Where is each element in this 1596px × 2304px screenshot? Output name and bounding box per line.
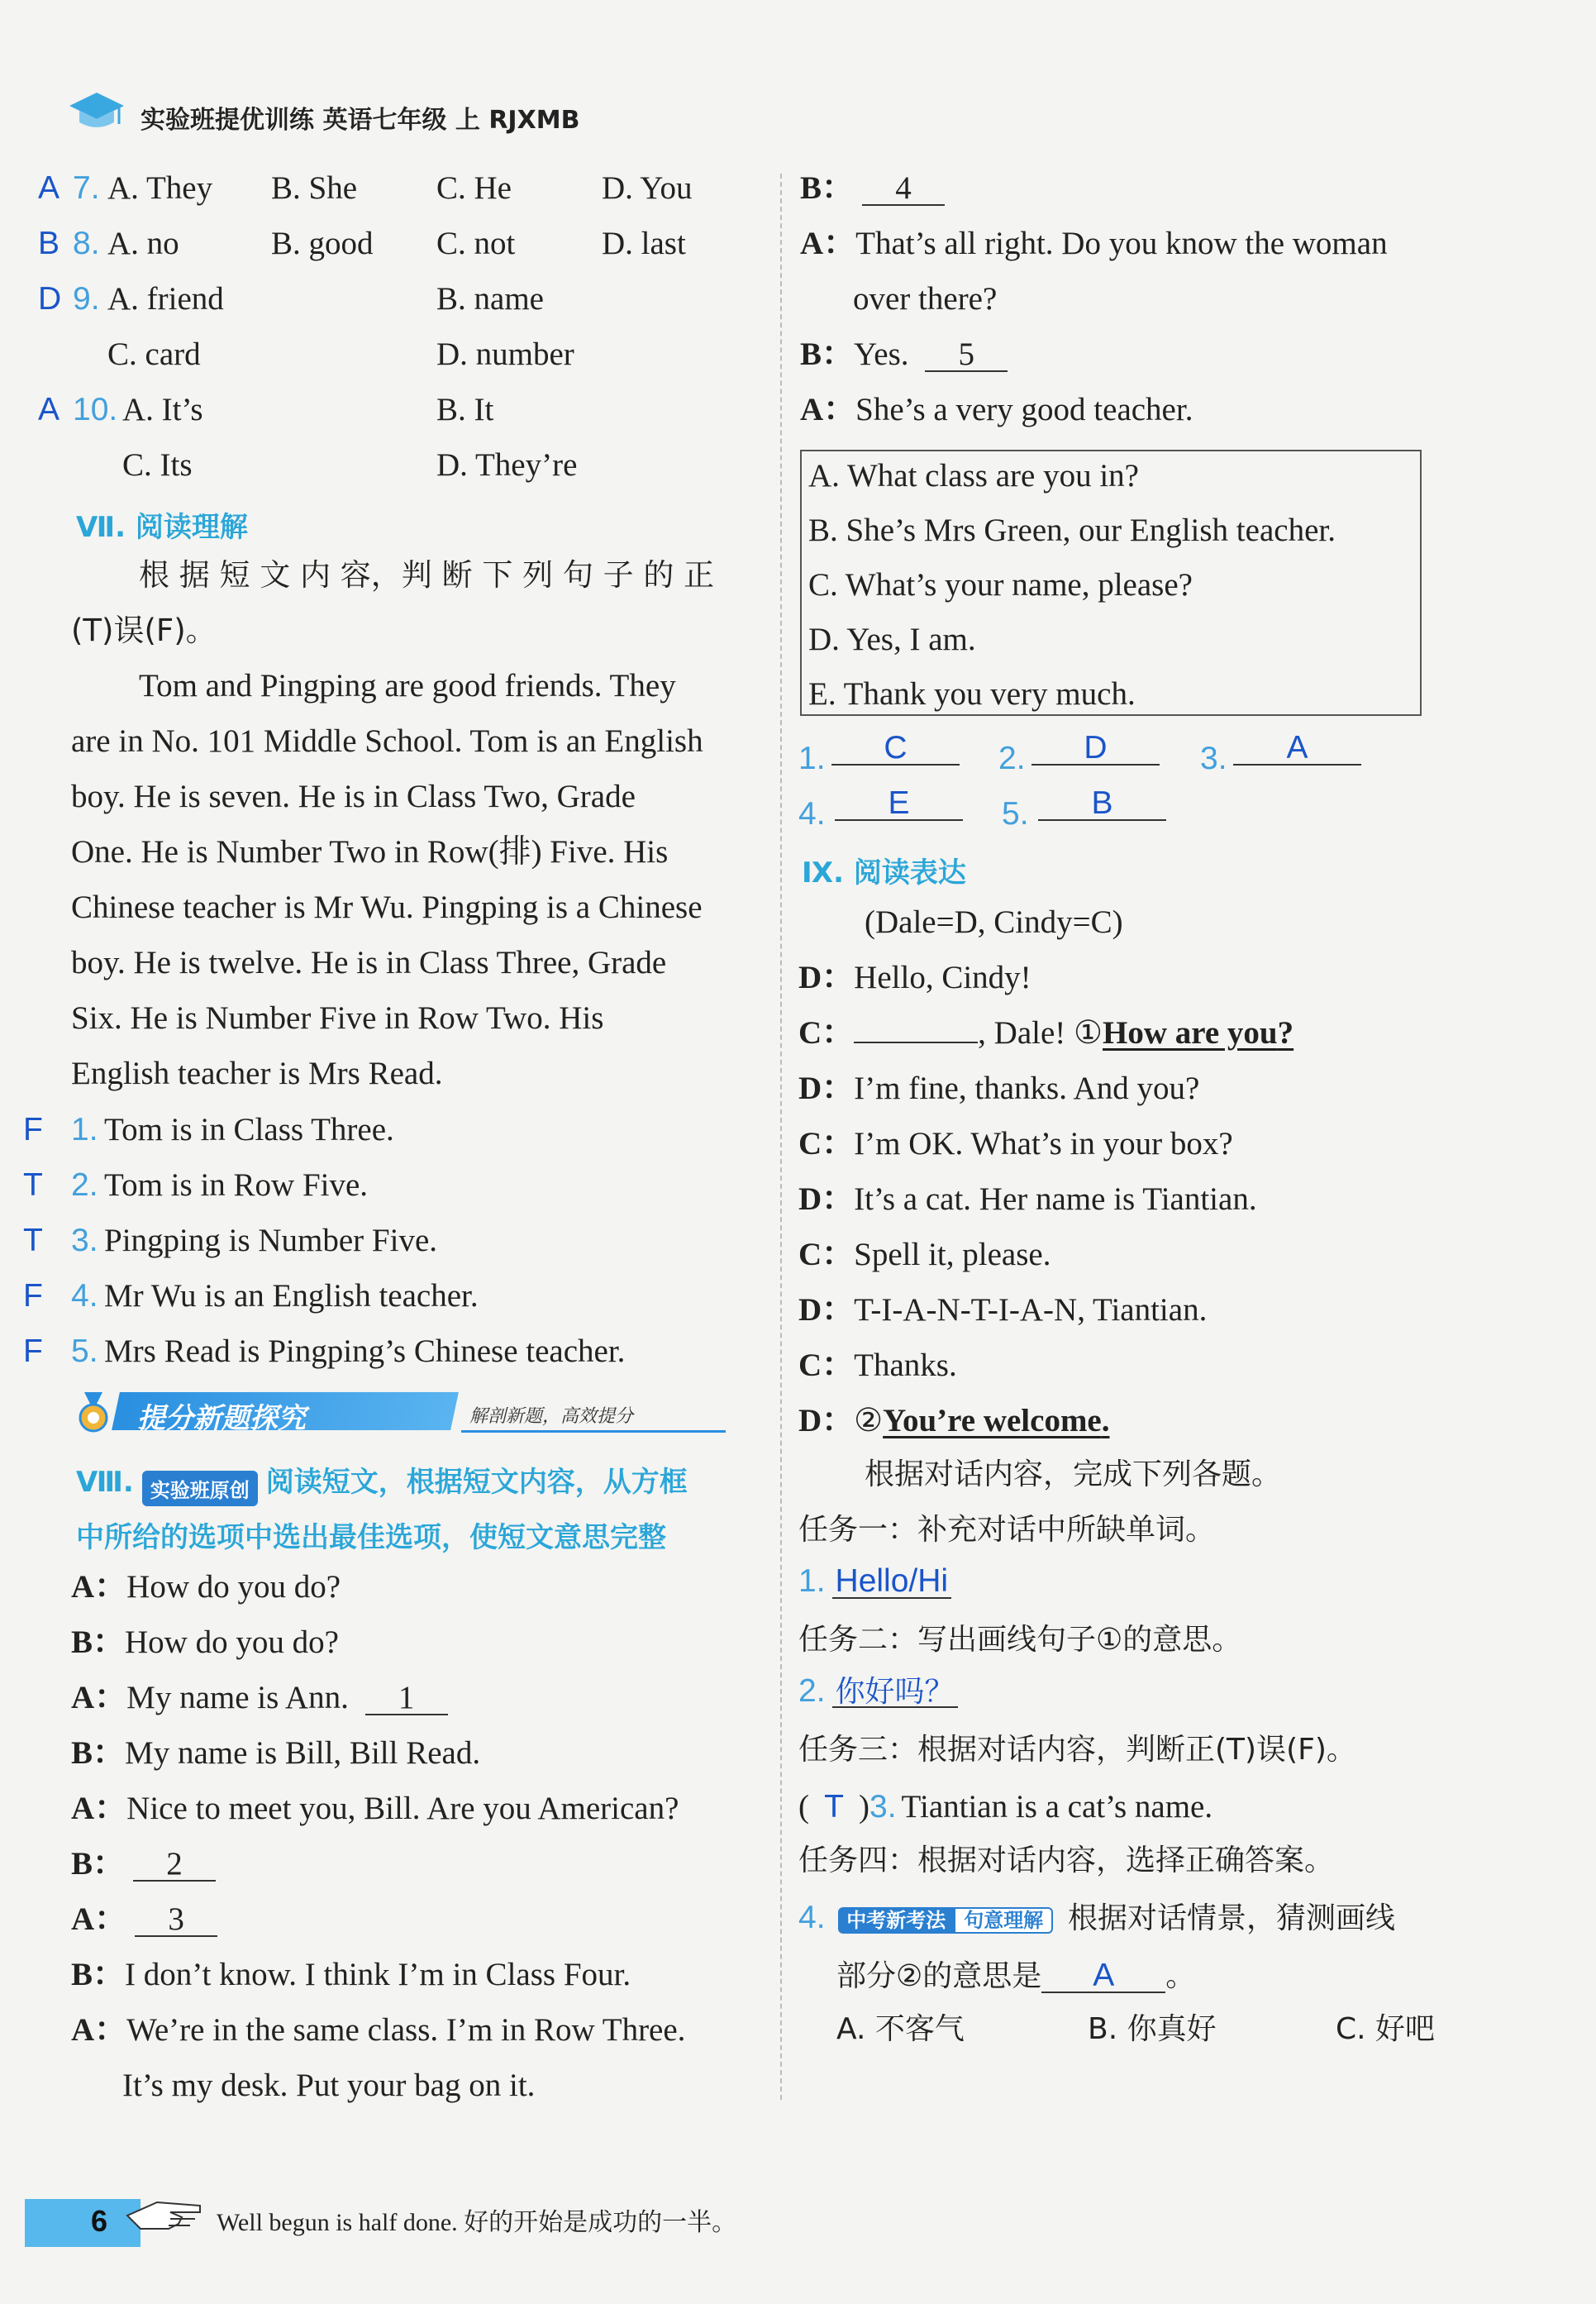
passage-line: Tom and Pingping are good friends. They — [139, 668, 676, 704]
question-number: 10. — [73, 392, 118, 427]
answer: B — [38, 226, 60, 261]
answer-number: 2. — [798, 1673, 826, 1709]
dialog-line — [800, 227, 1388, 260]
speaker: C： — [798, 1126, 855, 1162]
dialog-line — [798, 1128, 1233, 1160]
medal-icon — [73, 1391, 114, 1433]
option-d: D. You — [602, 170, 693, 206]
dialog-line — [798, 1072, 1199, 1104]
underlined-sentence-2: You’re welcome — [883, 1403, 1102, 1438]
page-number: 6 — [91, 2204, 108, 2238]
answer-number: 2. — [998, 741, 1026, 776]
answer-number: 3. — [1200, 741, 1227, 776]
section-8-instruction: 阅读短文，根据短文内容，从方框 — [265, 1466, 688, 1499]
tasks-instruction: 根据对话内容，完成下列各题。 — [865, 1457, 1282, 1491]
dialog-line — [71, 1958, 631, 1991]
option-c: C. card — [107, 336, 201, 372]
option-d: D. last — [602, 226, 686, 261]
dialog-line — [71, 1626, 339, 1658]
option-c: C. not — [436, 226, 516, 261]
option-b: B. She — [271, 170, 358, 206]
option-box-item: B. She’s Mrs Green, our English teacher. — [808, 513, 1336, 548]
statement: Tiantian is a cat’s name. — [901, 1789, 1213, 1825]
utterance: That’s all right. Do you know the woman — [855, 226, 1388, 261]
option-c: C. He — [436, 170, 512, 206]
dialog-line — [800, 338, 1008, 372]
bracket-open: ( — [798, 1789, 809, 1825]
tf-number: 4. — [71, 1278, 98, 1314]
task-2-answer — [798, 1675, 958, 1708]
passage-line: One. He is Number Two in Row(排) Five. His — [71, 834, 669, 870]
speaker: C： — [798, 1015, 855, 1051]
option-b: B. name — [436, 281, 544, 317]
utterance: It’s my desk. Put your bag on it. — [122, 2068, 536, 2103]
circled-2: ② — [854, 1403, 884, 1438]
dialog-line — [71, 1848, 216, 1882]
speaker: D： — [798, 1071, 855, 1106]
passage-line: boy. He is seven. He is in Class Two, Grade — [71, 779, 636, 814]
blank-4: 4 — [862, 172, 945, 206]
speaker: A： — [800, 226, 856, 261]
passage-line: Chinese teacher is Mr Wu. Pingping is a Chinese — [71, 890, 703, 925]
tf-answer: T — [23, 1167, 43, 1203]
dialog-line — [798, 1017, 1293, 1049]
dialog-line — [798, 1294, 1207, 1326]
tf-answer: T — [23, 1223, 43, 1258]
section-8-instruction-cont: 中所给的选项中选出最佳选项，使短文意思完整 — [76, 1521, 666, 1554]
option-a: A. It’s — [122, 392, 203, 427]
option-b: B. good — [271, 226, 374, 261]
option-a: A. no — [107, 226, 179, 261]
original-tag: 实验班原创 — [142, 1471, 258, 1506]
option-box-item: A. What class are you in? — [808, 458, 1139, 494]
question-number: 7. — [73, 170, 100, 206]
dialog-line — [798, 1183, 1257, 1215]
dialog-line — [798, 1238, 1051, 1271]
utterance: How do you do? — [125, 1624, 339, 1660]
dialog-line — [71, 1792, 679, 1825]
utterance: I’m fine, thanks. And you? — [854, 1071, 1200, 1106]
header-title: 实验班提优训练 英语七年级 上 RJXMB — [141, 106, 580, 135]
utterance: Nice to meet you, Bill. Are you American? — [126, 1791, 679, 1826]
speaker: A： — [71, 1569, 127, 1605]
answer-number: 3. — [869, 1789, 897, 1825]
section-8-header — [76, 1459, 688, 1506]
speaker: A： — [71, 1680, 127, 1715]
section-8-number: Ⅷ. — [76, 1466, 134, 1499]
tf-statement: Mr Wu is an English teacher. — [104, 1278, 479, 1314]
tf-number: 5. — [71, 1333, 98, 1369]
dialog-line — [71, 2014, 685, 2046]
task-1-answer — [798, 1565, 951, 1599]
type-tag: 句意理解 — [954, 1907, 1053, 1934]
answer-number: 4. — [798, 796, 826, 832]
tf-number: 1. — [71, 1112, 98, 1147]
speaker: D： — [798, 1403, 855, 1438]
option-d: D. They’re — [436, 447, 578, 483]
task-3-item — [798, 1791, 1212, 1823]
tf-answer: F — [23, 1333, 43, 1369]
options-box — [800, 450, 1422, 716]
utterance: My name is Ann. — [126, 1680, 349, 1715]
column-divider — [780, 174, 782, 2100]
passage-line: English teacher is Mrs Read. — [71, 1056, 443, 1091]
page-number-tab — [25, 2199, 141, 2247]
answer-number: 1. — [798, 741, 826, 776]
section-7-instruction-cont: (T)误(F)。 — [71, 613, 217, 648]
answer-blank: 你好吗？ — [832, 1677, 958, 1708]
section-banner — [73, 1389, 726, 1435]
tf-answer: T — [824, 1789, 844, 1825]
option-a: A. They — [107, 170, 213, 206]
passage-line: Six. He is Number Five in Row Two. His — [71, 1000, 604, 1036]
speaker: B： — [71, 1735, 126, 1771]
choice-c: C. 好吧 — [1336, 2012, 1436, 2046]
speaker: A： — [71, 1791, 127, 1826]
answer: A — [38, 170, 60, 206]
option-box-item: E. Thank you very much. — [808, 676, 1136, 712]
question-text: 根据对话情景，猜测画线 — [1068, 1901, 1396, 1935]
answer: A — [38, 392, 60, 427]
blank-3: 3 — [135, 1903, 217, 1937]
utterance: How do you do? — [126, 1569, 341, 1605]
section-9-title: Ⅸ. 阅读表达 — [802, 856, 966, 890]
utterance: T-I-A-N-T-I-A-N, Tiantian. — [854, 1292, 1208, 1328]
dialog-line — [798, 1405, 1110, 1437]
utterance: I don’t know. I think I’m in Class Four. — [125, 1957, 631, 1992]
dialog-line — [800, 394, 1193, 426]
graduation-cap-icon — [68, 89, 126, 135]
speaker: A： — [71, 1901, 127, 1937]
task-1: 任务一：补充对话中所缺单词。 — [798, 1513, 1216, 1547]
option-box-item: D. Yes, I am. — [808, 622, 976, 657]
speaker: A： — [800, 392, 856, 427]
answer-number: 4. — [798, 1900, 826, 1935]
task-3: 任务三：根据对话内容，判断正(T)误(F)。 — [798, 1733, 1356, 1767]
utterance: My name is Bill, Bill Read. — [125, 1735, 481, 1771]
tf-statement: Mrs Read is Pingping’s Chinese teacher. — [104, 1333, 626, 1369]
speaker-key: (Dale=D, Cindy=C) — [865, 904, 1123, 940]
task-4: 任务四：根据对话内容，选择正确答案。 — [798, 1844, 1335, 1877]
blank-2: 2 — [133, 1848, 216, 1882]
task-2: 任务二：写出画线句子①的意思。 — [798, 1623, 1242, 1657]
utterance: Yes. — [854, 336, 909, 372]
answer-blank: Hello/Hi — [832, 1565, 952, 1599]
speaker: B： — [71, 1624, 126, 1660]
utterance: Hello, Cindy! — [854, 960, 1031, 995]
tf-statement: Pingping is Number Five. — [104, 1223, 438, 1258]
tf-answer: F — [23, 1278, 43, 1314]
option-d: D. number — [436, 336, 574, 372]
section-7-title: Ⅶ. 阅读理解 — [76, 511, 248, 544]
utterance: Spell it, please. — [854, 1237, 1051, 1272]
choice-b: B. 你真好 — [1088, 2012, 1217, 2046]
answer-blank: B — [1038, 787, 1166, 821]
tf-statement: Tom is in Class Three. — [104, 1112, 394, 1147]
passage-line: boy. He is twelve. He is in Class Three, Grade — [71, 945, 667, 980]
dialog-line — [71, 1737, 480, 1769]
speaker: D： — [798, 1181, 855, 1217]
blank-5: 5 — [925, 338, 1008, 372]
passage-line: are in No. 101 Middle School. Tom is an English — [71, 723, 703, 759]
speaker: C： — [798, 1348, 855, 1383]
answer-number: 1. — [798, 1563, 826, 1599]
dialog-line — [122, 2069, 535, 2101]
answer-blank: A — [1041, 1959, 1165, 1993]
punctuation: . — [1101, 1403, 1110, 1438]
dialog-line-cont: over there? — [853, 281, 998, 317]
utterance: I’m OK. What’s in your box? — [854, 1126, 1233, 1162]
blank-greeting — [854, 1042, 978, 1043]
speaker: D： — [798, 960, 855, 995]
question-number: 8. — [73, 226, 100, 261]
dialog-line — [798, 961, 1031, 994]
speaker: B： — [800, 170, 855, 206]
tf-number: 3. — [71, 1223, 98, 1258]
speaker: B： — [71, 1957, 126, 1992]
dialog-line — [71, 1681, 448, 1715]
option-b: B. It — [436, 392, 494, 427]
speaker: B： — [800, 336, 855, 372]
question-number: 9. — [73, 281, 100, 317]
blank-1: 1 — [365, 1681, 448, 1715]
answer-blank: D — [1031, 732, 1160, 766]
exam-tag: 中考新考法 — [838, 1907, 954, 1934]
choice-a: A. 不客气 — [836, 2012, 965, 2046]
utterance: It’s a cat. Her name is Tiantian. — [854, 1181, 1257, 1217]
tf-answer: F — [23, 1112, 43, 1147]
answer-blank: A — [1233, 732, 1361, 766]
dialog-line — [71, 1571, 341, 1603]
speaker: A： — [71, 2012, 127, 2048]
tf-number: 2. — [71, 1167, 98, 1203]
answer-blank: E — [835, 787, 963, 821]
answer: D — [38, 281, 62, 317]
speaker: B： — [71, 1846, 126, 1882]
dialog-line — [71, 1903, 217, 1937]
utterance: , Dale! ① — [978, 1015, 1103, 1051]
pointing-hand-icon — [124, 2191, 207, 2240]
banner-title: 提分新题探究 — [137, 1402, 306, 1435]
tf-statement: Tom is in Row Five. — [104, 1167, 369, 1203]
footer-motto: Well begun is half done. 好的开始是成功的一半。 — [217, 2209, 737, 2236]
utterance: We’re in the same class. I’m in Row Three. — [126, 2012, 686, 2048]
option-box-item: C. What’s your name, please? — [808, 567, 1193, 603]
banner-subtitle: 解剖新题，高效提分 — [469, 1406, 634, 1427]
bracket-close: ) — [859, 1789, 869, 1825]
task-4-question — [798, 1901, 1395, 1934]
option-c: C. Its — [122, 447, 193, 483]
question-text: 部分②的意思是 — [836, 1959, 1042, 1993]
period: 。 — [1165, 1959, 1196, 1993]
punctuation: ? — [1277, 1015, 1294, 1051]
dialog-line — [800, 172, 945, 206]
dialog-line — [798, 1349, 957, 1381]
answer-number: 5. — [1002, 796, 1029, 832]
underlined-sentence-1: How are you — [1103, 1015, 1278, 1051]
utterance: She’s a very good teacher. — [855, 392, 1193, 427]
option-a: A. friend — [107, 281, 224, 317]
speaker: D： — [798, 1292, 855, 1328]
task-4-question-cont — [836, 1959, 1195, 1993]
utterance: Thanks. — [854, 1348, 957, 1383]
section-7-instruction: 根 据 短 文 内 容，判 断 下 列 句 子 的 正 — [139, 557, 715, 593]
speaker: C： — [798, 1237, 855, 1272]
answer-blank: C — [831, 732, 960, 766]
